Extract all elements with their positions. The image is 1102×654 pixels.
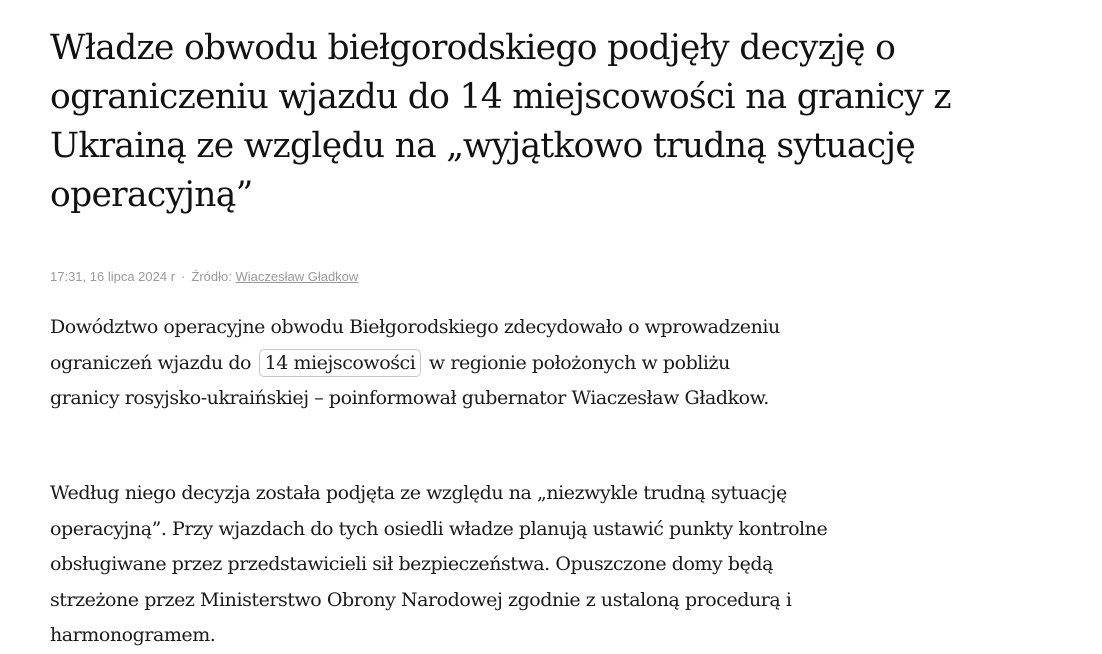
- paragraph-text: Dowództwo operacyjne obwodu Biełgorodskiego zdecydowało o wprowadzeniu ograniczeń wjazdu do: [50, 316, 780, 374]
- article-meta: [50, 268, 358, 286]
- source-link[interactable]: Wiaczesław Gładkow: [235, 269, 359, 284]
- paragraph-text: w regionie położonych w pobliżu granicy rosyjsko-ukraińskiej – poinformował gubernator Wiaczesław Gładkow.: [50, 351, 769, 409]
- meta-separator: ·: [181, 269, 186, 284]
- settlements-tag-link[interactable]: 14 miejscowości: [259, 349, 422, 377]
- article-paragraph: Według niego decyzja została podjęta ze względu na „niezwykle trudną sytuację operacyjną”. Przy wjazdach do tych osiedli władze planują ustawić punkty kontrolne obsługiwane przez przedstawicieli sił bezpieczeństwa. Opuszczone domy będą strzeżone przez Ministerstwo Obrony Narodowej zgodnie z ustaloną procedurą i harmonogramem.: [50, 482, 828, 646]
- article-paragraph: [50, 310, 780, 417]
- publish-timestamp: 17:31, 16 lipca 2024 r: [50, 269, 176, 284]
- source-label: Źródło:: [191, 269, 232, 284]
- article-title: Władze obwodu biełgorodskiego podjęły decyzję o ograniczeniu wjazdu do 14 miejscowości na granicy z Ukrainą ze względu na „wyjątkowo trudną sytuację operacyjną”: [50, 28, 951, 215]
